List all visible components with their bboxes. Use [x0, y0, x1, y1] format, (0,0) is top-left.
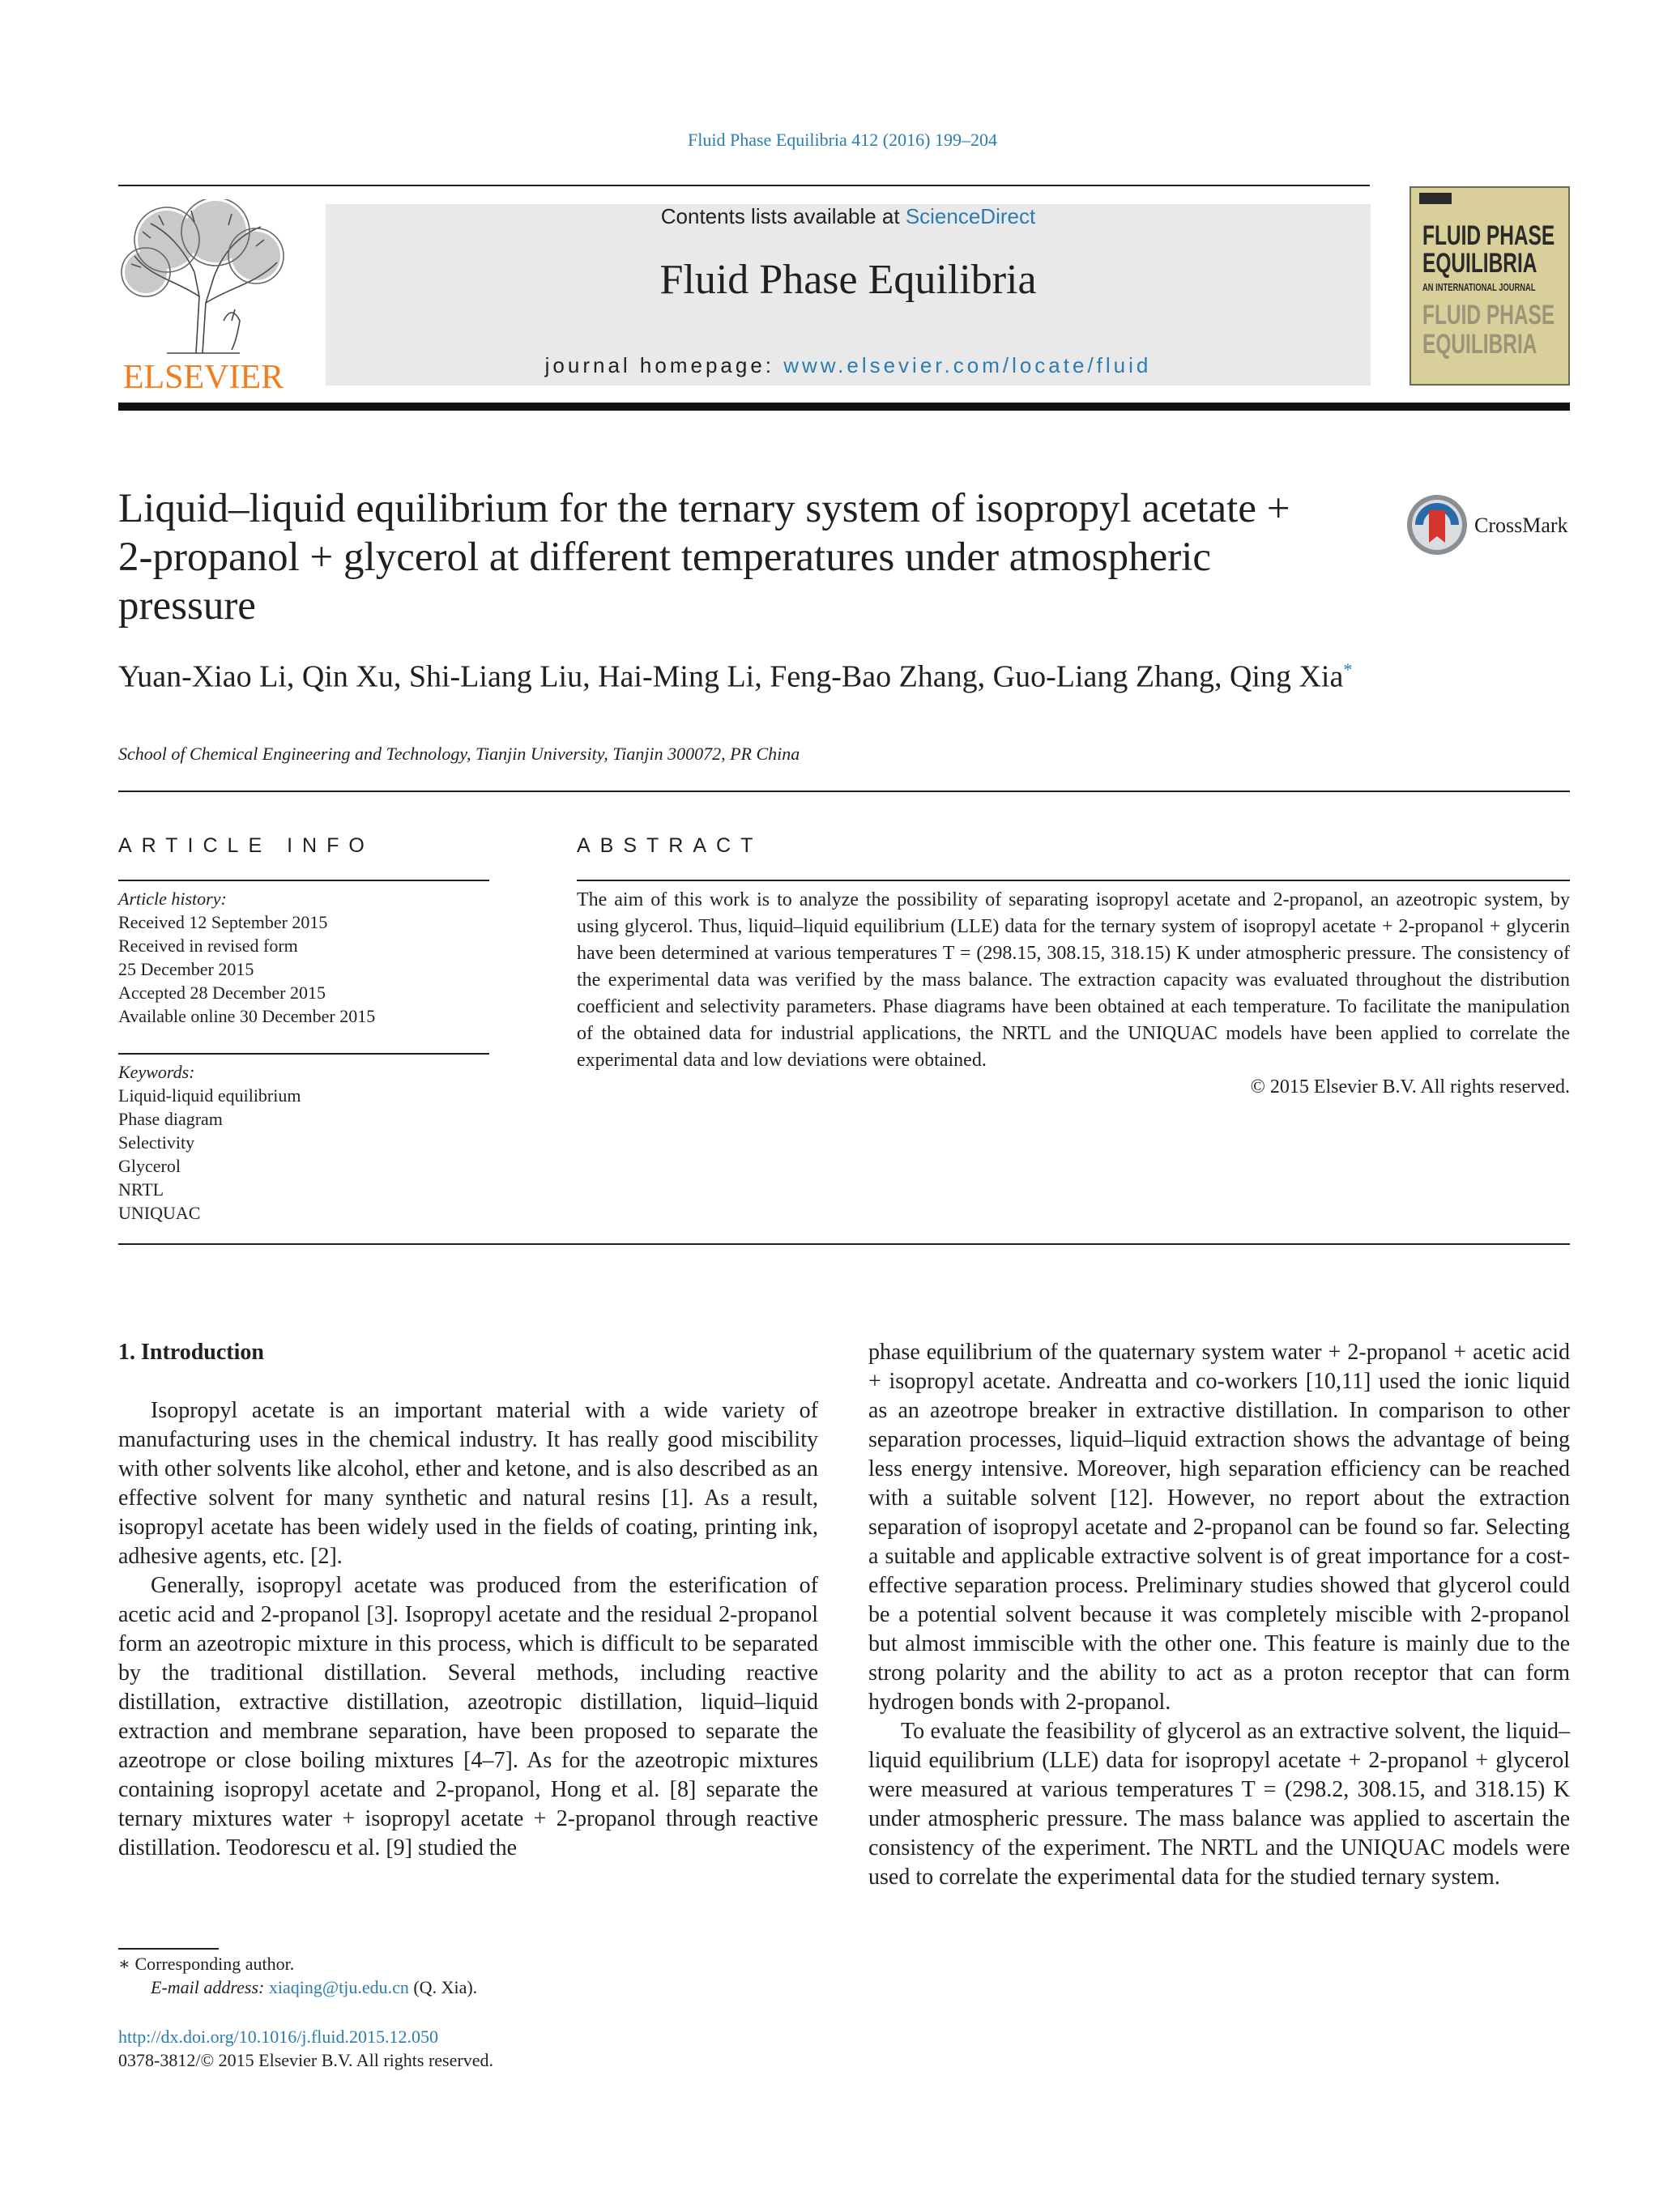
email-suffix: (Q. Xia).	[408, 1977, 478, 1997]
elsevier-logo	[118, 199, 288, 394]
keyword-item: Phase diagram	[118, 1109, 223, 1129]
header-rule	[118, 185, 1370, 186]
history-item: Received in revised form	[118, 936, 298, 956]
sciencedirect-link[interactable]: ScienceDirect	[905, 204, 1036, 228]
keyword-item: Glycerol	[118, 1156, 181, 1176]
body-paragraph: To evaluate the feasibility of glycerol as an extractive solvent, the liquid–liquid equilibrium (LLE) data for isopropyl acetate + 2-propanol + glycerol were measured at various temperatures T = (298.2, 308.15, and 318.15) K under atmospheric pressure. The mass balance was applied to ascertain the consistency of the experiment. The NRTL and the UNIQUAC models were used to correlate the experimental data for the studied ternary system.	[868, 1719, 1570, 1890]
crossmark-icon	[1405, 492, 1469, 557]
corresponding-author-note: ∗ Corresponding author.	[118, 1954, 295, 1974]
body-left-column	[118, 1338, 818, 1863]
email-label: E-mail address:	[151, 1977, 269, 1997]
email-line	[118, 1975, 477, 1999]
abstract-rule	[577, 880, 1570, 881]
journal-citation-link[interactable]: Fluid Phase Equilibria 412 (2016) 199–204	[688, 130, 997, 150]
cover-title-3: FLUID PHASE	[1422, 300, 1555, 330]
journal-title: Fluid Phase Equilibria	[659, 257, 1037, 303]
abstract-end-rule	[118, 1243, 1570, 1245]
keyword-item: Liquid-liquid equilibrium	[118, 1085, 301, 1106]
body-right-column	[868, 1338, 1570, 1892]
abstract-text: The aim of this work is to analyze the possibility of separating isopropyl acetate and 2-propanol, an azeotropic system, by using glycerol. Thus, liquid–liquid equilibrium (LLE) data for the ternary system of isopropyl acetate + 2-propanol + glycerin have been determined at various temperatures T = (298.15, 308.15, 318.15) K under atmospheric pressure. The consistency of the experimental data was verified by the mass balance. The extraction capacity was evaluated throughout the distribution coefficient and selectivity parameters. Phase diagrams have been obtained at each temperature. To facilitate the manipulation of the obtained data for industrial applications, the NRTL and the UNIQUAC models have been applied to correlate the experimental data and low deviations were obtained.	[577, 889, 1570, 1071]
history-item: 25 December 2015	[118, 959, 254, 979]
journal-cover	[1410, 186, 1570, 386]
article-info-rule	[118, 880, 489, 881]
doi-block	[118, 2025, 493, 2072]
history-item: Received 12 September 2015	[118, 912, 328, 932]
cover-title-4: EQUILIBRIA	[1422, 329, 1537, 360]
keywords-label: Keywords:	[118, 1062, 195, 1082]
body-paragraph: phase equilibrium of the quaternary system water + 2-propanol + acetic acid + isopropyl acetate. Andreatta and co-workers [10,11] used the ionic liquid as an azeotrope breaker in extractive distillation. In comparison to other separation processes, liquid–liquid extraction shows the advantage of being less energy intensive. Moreover, high separation efficiency can be reached with a suitable solvent [12]. However, no report about the extraction separation of isopropyl acetate and 2-propanol can be found so far. Selecting a suitable and applicable extractive solvent is of great importance for a cost-effective separation process. Preliminary studies showed that glycerol could be a potential solvent because it was completely miscible with 2-propanol but almost immiscible with the other one. This feature is mainly due to the strong polarity and the ability to act as a proton receptor that can form hydrogen bonds with 2-propanol.	[868, 1340, 1570, 1715]
abstract-copyright: © 2015 Elsevier B.V. All rights reserved.	[1250, 1076, 1570, 1097]
author-list	[118, 651, 1382, 696]
history-item: Accepted 28 December 2015	[118, 982, 326, 1003]
cover-subtitle: AN INTERNATIONAL JOURNAL	[1422, 281, 1536, 293]
doi-link[interactable]: http://dx.doi.org/10.1016/j.fluid.2015.12.050	[118, 2027, 438, 2047]
keywords	[118, 1060, 489, 1225]
homepage-link[interactable]: www.elsevier.com/locate/fluid	[783, 353, 1152, 377]
elsevier-wordmark: ELSEVIER	[122, 359, 284, 396]
affiliation: School of Chemical Engineering and Technology, Tianjin University, Tianjin 300072, PR China	[118, 744, 800, 764]
contents-prefix: Contents lists available at	[660, 204, 906, 228]
homepage-line	[326, 353, 1371, 378]
body-paragraph: Generally, isopropyl acetate was produced from the esterification of acetic acid and 2-propanol [3]. Isopropyl acetate and the residual 2-propanol form an azeotropic mixture in this process, which is difficult to be separated by the traditional distillation. Several methods, including reactive distillation, extractive distillation, azeotropic distillation, liquid–liquid extraction and membrane separation, have been proposed to separate the azeotrope or close boiling mixtures [4–7]. As for the azeotropic mixtures containing isopropyl acetate and 2-propanol, Hong et al. [8] separate the ternary mixtures water + isopropyl acetate + 2-propanol through reactive distillation. Teodorescu et al. [9] studied the	[118, 1573, 818, 1860]
affiliation-rule	[118, 791, 1570, 792]
elsevier-tree-icon	[118, 199, 288, 358]
email-link[interactable]: xiaqing@tju.edu.cn	[268, 1977, 409, 1997]
history-label: Article history:	[118, 889, 227, 909]
abstract-body	[577, 887, 1570, 1101]
article-title: Liquid–liquid equilibrium for the ternary system of isopropyl acetate + 2-propanol + glycerol at different temperatures under atmospheric pressure	[118, 486, 1290, 629]
abstract-heading: ABSTRACT	[577, 834, 763, 857]
homepage-prefix: journal homepage:	[544, 353, 784, 377]
crossmark-button[interactable]	[1405, 492, 1575, 557]
footnote-rule	[118, 1948, 219, 1950]
article-history	[118, 887, 489, 1028]
footnote	[118, 1952, 477, 1999]
history-item: Available online 30 December 2015	[118, 1006, 376, 1026]
body-paragraph: Isopropyl acetate is an important material with a wide variety of manufacturing uses in the chemical industry. It has really good miscibility with other solvents like alcohol, ether and ketone, and is also described as an effective solvent for many synthetic and natural resins [1]. As a result, isopropyl acetate has been widely used in the fields of coating, printing ink, adhesive agents, etc. [2].	[118, 1398, 818, 1569]
keyword-item: UNIQUAC	[118, 1203, 201, 1223]
journal-banner	[326, 204, 1371, 386]
cover-badge	[1419, 193, 1452, 204]
cover-title-1: FLUID PHASE	[1422, 220, 1555, 251]
keyword-item: Selectivity	[118, 1132, 195, 1153]
authors-text: Yuan-Xiao Li, Qin Xu, Shi-Liang Liu, Hai-Ming Li, Feng-Bao Zhang, Guo-Liang Zhang, Qing Xia	[118, 659, 1344, 694]
contents-line	[326, 204, 1371, 229]
section-heading: 1. Introduction	[118, 1340, 264, 1365]
article-info-heading: ARTICLE INFO	[118, 834, 374, 857]
issn-line: 0378-3812/© 2015 Elsevier B.V. All rights reserved.	[118, 2050, 493, 2070]
corresponding-author-mark[interactable]: *	[1343, 659, 1353, 680]
header-thick-rule	[118, 403, 1570, 411]
keyword-item: NRTL	[118, 1179, 164, 1200]
crossmark-label: CrossMark	[1474, 514, 1568, 537]
keywords-rule	[118, 1053, 489, 1055]
cover-title-2: EQUILIBRIA	[1422, 248, 1537, 279]
